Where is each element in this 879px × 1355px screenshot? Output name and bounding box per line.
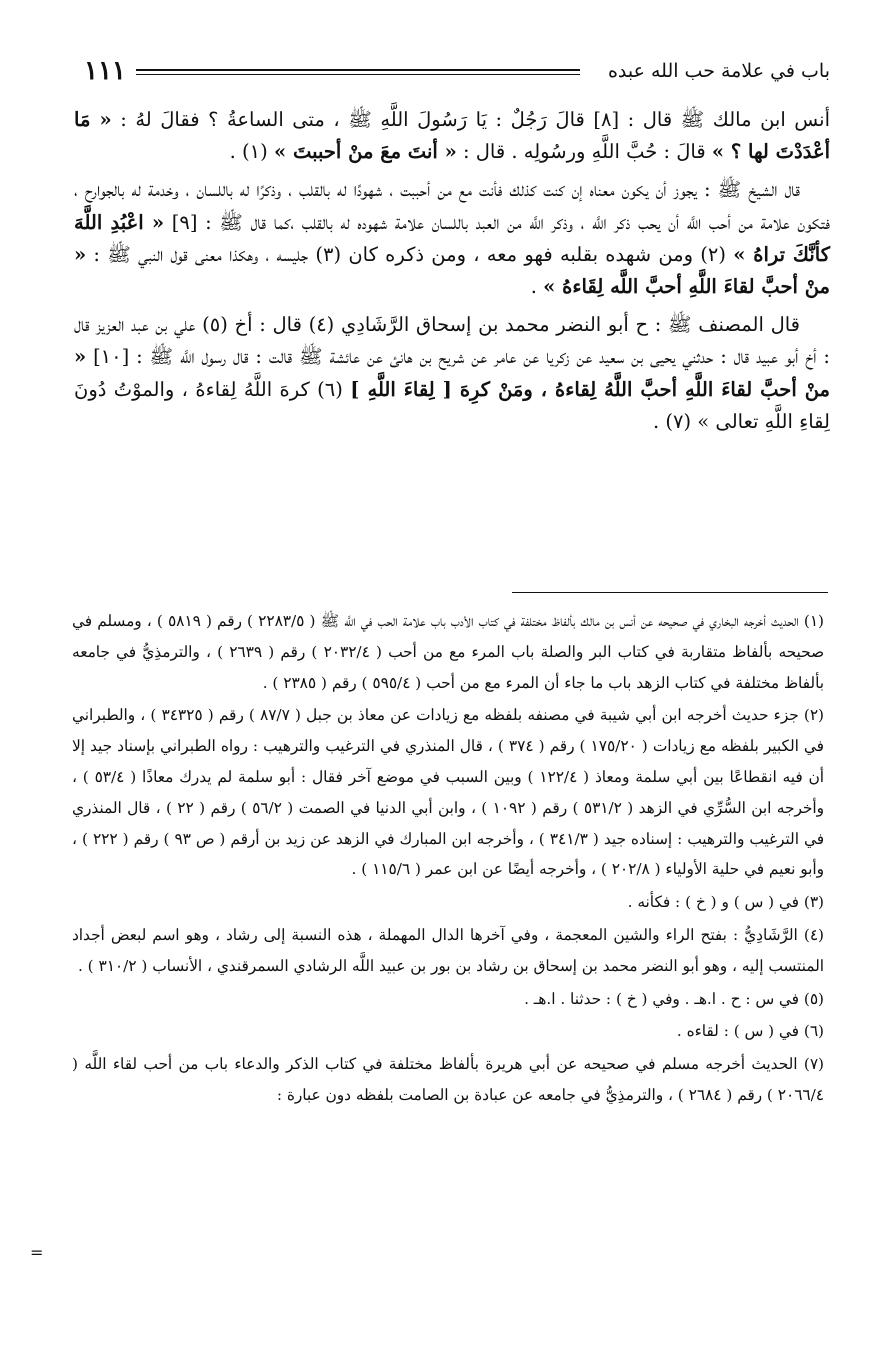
footnote-2: (٢) جزء حديث أخرجه ابن أبي شيبة في مصنفه بلفظه مع زيادات عن معاذ بن جبل ( ٨٧/٧ ) رقم ( ٣٤٣٢٥ ) ، والطبراني في الكبير بلفظه مع زيادات ( ١٧٥/٢٠ ) رقم ( ٣٧٤ ) ، قال المنذري في الترغيب والترهيب : رواه الطبراني بإسناد جيد إلا أن فيه انقطاعًا بين أبي سلمة ومعاذ ( ١٢٢/٤ ) وبين السبب في موضع آخر فقال : أبو سلمة لم يدرك معاذًا ( ٥٣/٤ ) ، وأخرجه ابن السُّرِّي في الزهد ( ٥٣١/٢ ) رقم ( ١٠٩٢ ) ، وابن أبي الدنيا في الصمت ( ٥٦/٢ ) رقم ( ٢٢ ) ، قال المنذري في الترغيب والترهيب : إسناده جيد ( ٣٤١/٣ ) ، وأخرجه ابن المبارك في الزهد عن زيد بن أرقم ( ص ٩٣ ) رقم ( ٢٢٢ ) ، وأبو نعيم في حلية الأولياء ( ٢٠٢/٨ ) ، وأخرجه أيضًا عن ابن عمر ( ١١٥/٦ ) .	[72, 706, 825, 879]
text-span: (٦) كرهَ اللَّهُ لِقاءهُ ، والموْتُ دُونَ لِقاءِ اللَّهِ تعالى » (٧) .	[74, 377, 830, 433]
text-span: أنس ابن مالك ﷺ قال : [٨] قالَ رَجُلٌ : يَا رَسُولَ اللَّهِ ﷺ ، متى الساعةُ ؟ فقالَ لهُ :	[111, 108, 830, 131]
footnote-4: (٤) الرَّشَادِيُّ : بفتح الراء والشين المعجمة ، وفي آخرها الدال المهملة ، هذه النسبة إلى رشاد ، وهو اسم لبعض أجداد المنتسب إليه ، وهو أبو النضر محمد بن إسحاق بن رشاد بن بور بن عبيد اللَّه الرشادي السمرقندي ، الأنساب ( ٣١٠/٢ ) .	[72, 925, 824, 975]
header-rule	[136, 69, 580, 75]
footnote-7: (٧) الحديث أخرجه مسلم في صحيحه عن أبي هريرة بألفاظ مختلفة في كتاب الذكر والدعاء باب من أحب لقاء اللَّه ( ٢٠٦٦/٤ ) رقم ( ٢٦٨٤ ) ، والترمذِيُّ في جامعه عن عبادة بن الصامت بلفظه دون عبارة :	[72, 1055, 824, 1104]
footnote-3: (٣) في ( س ) و ( خ ) : فكأنه .	[627, 893, 824, 912]
main-text	[74, 104, 830, 444]
footnotes	[72, 606, 824, 1113]
page-number: ١١١	[84, 56, 126, 86]
footnote-separator	[512, 592, 828, 593]
text-span: قال الشيخ ﷺ : يجوز أن يكون معناه إن كنت كذلك فأنت مع من أحببت ، شهودًا له بالقلب ، وذكرًا له باللسان ، وخدمة له بالجوارح ، فتكون علامة من أحب اللَّه أن يحب ذكر اللَّه ، وذكر اللَّه من العبد باللسان علامة شهوده له بالقلب ،كما قال ﷺ : [٩]	[74, 178, 830, 234]
continuation-mark: =	[30, 1243, 44, 1262]
paragraph-3	[74, 309, 830, 438]
hadith-quote: « مَا أعْدَدْتَ لها ؟ »	[74, 108, 830, 164]
running-title: باب في علامة حب الله عبده	[607, 60, 830, 82]
hadith-quote: « اعْبُدِ اللَّهَ كأنَّكَ تراهُ »	[74, 210, 830, 266]
footnote-6: (٦) في ( س ) : لقاءه .	[676, 1022, 824, 1041]
text-span: قال المصنف ﷺ : ح أبو النضر محمد بن إسحاق الرَّشَادِي (٤) قال : أخ (٥) علي بن عبد العزيز قال : أخ أبو عبيد قال : حدثني يحيى بن سعيد عن زكريا عن عامر عن شريح بن هانئ عن عائشة ﷺ قالت : قال رسول اللَّه ﷺ : [١٠]	[74, 313, 830, 369]
footnote-5: (٥) في س : ح . ا.هـ . وفي ( خ ) : حدثنا . ا.هـ .	[524, 989, 824, 1008]
paragraph-2	[74, 174, 830, 303]
hadith-quote: « أنتَ معَ منْ أحببتَ »	[273, 140, 457, 164]
text-span: .	[530, 275, 544, 299]
text-span: قالَ : حُبَّ اللَّهِ ورسُولِه . قال :	[456, 140, 712, 164]
text-span: (٢) ومن شهده بقلبه فهو معه ، ومن ذكره كان (٣) جليسه ، وهكذا معنى قول النبي ﷺ :	[86, 242, 734, 266]
hadith-quote: « منْ أحبَّ لقاءَ اللَّهِ أحبَّ اللَّهُ لِقاءهُ ، ومَنْ كرِهَ [ لِقاءَ اللَّهِ ]	[74, 345, 830, 401]
paragraph-1	[74, 104, 830, 168]
footnote-1: (١) الحديث أخرجه البخاري في صحيحه عن أنس بن مالك بألفاظ مختلفة في كتاب الأدب باب علامة الحب في اللَّه ﷺ ( ٢٢٨٣/٥ ) رقم ( ٥٨١٩ ) ، ومسلم في صحيحه بألفاظ متقاربة في كتاب البر والصلة باب المرء مع من أحب ( ٢٠٣٢/٤ ) رقم ( ٢٦٣٩ ) ، والترمذِيُّ في جامعه بألفاظ مختلفة في كتاب الزهد باب ما جاء أن المرء مع من أحب ( ٥٩٥/٤ ) رقم ( ٢٣٨٥ ) .	[72, 612, 825, 692]
text-span: (١) .	[229, 140, 274, 164]
page-header	[70, 56, 830, 90]
hadith-quote: « منْ أحبَّ لقاءَ اللَّهِ أحبَّ اللَّه لِقَاءهُ »	[74, 242, 830, 299]
